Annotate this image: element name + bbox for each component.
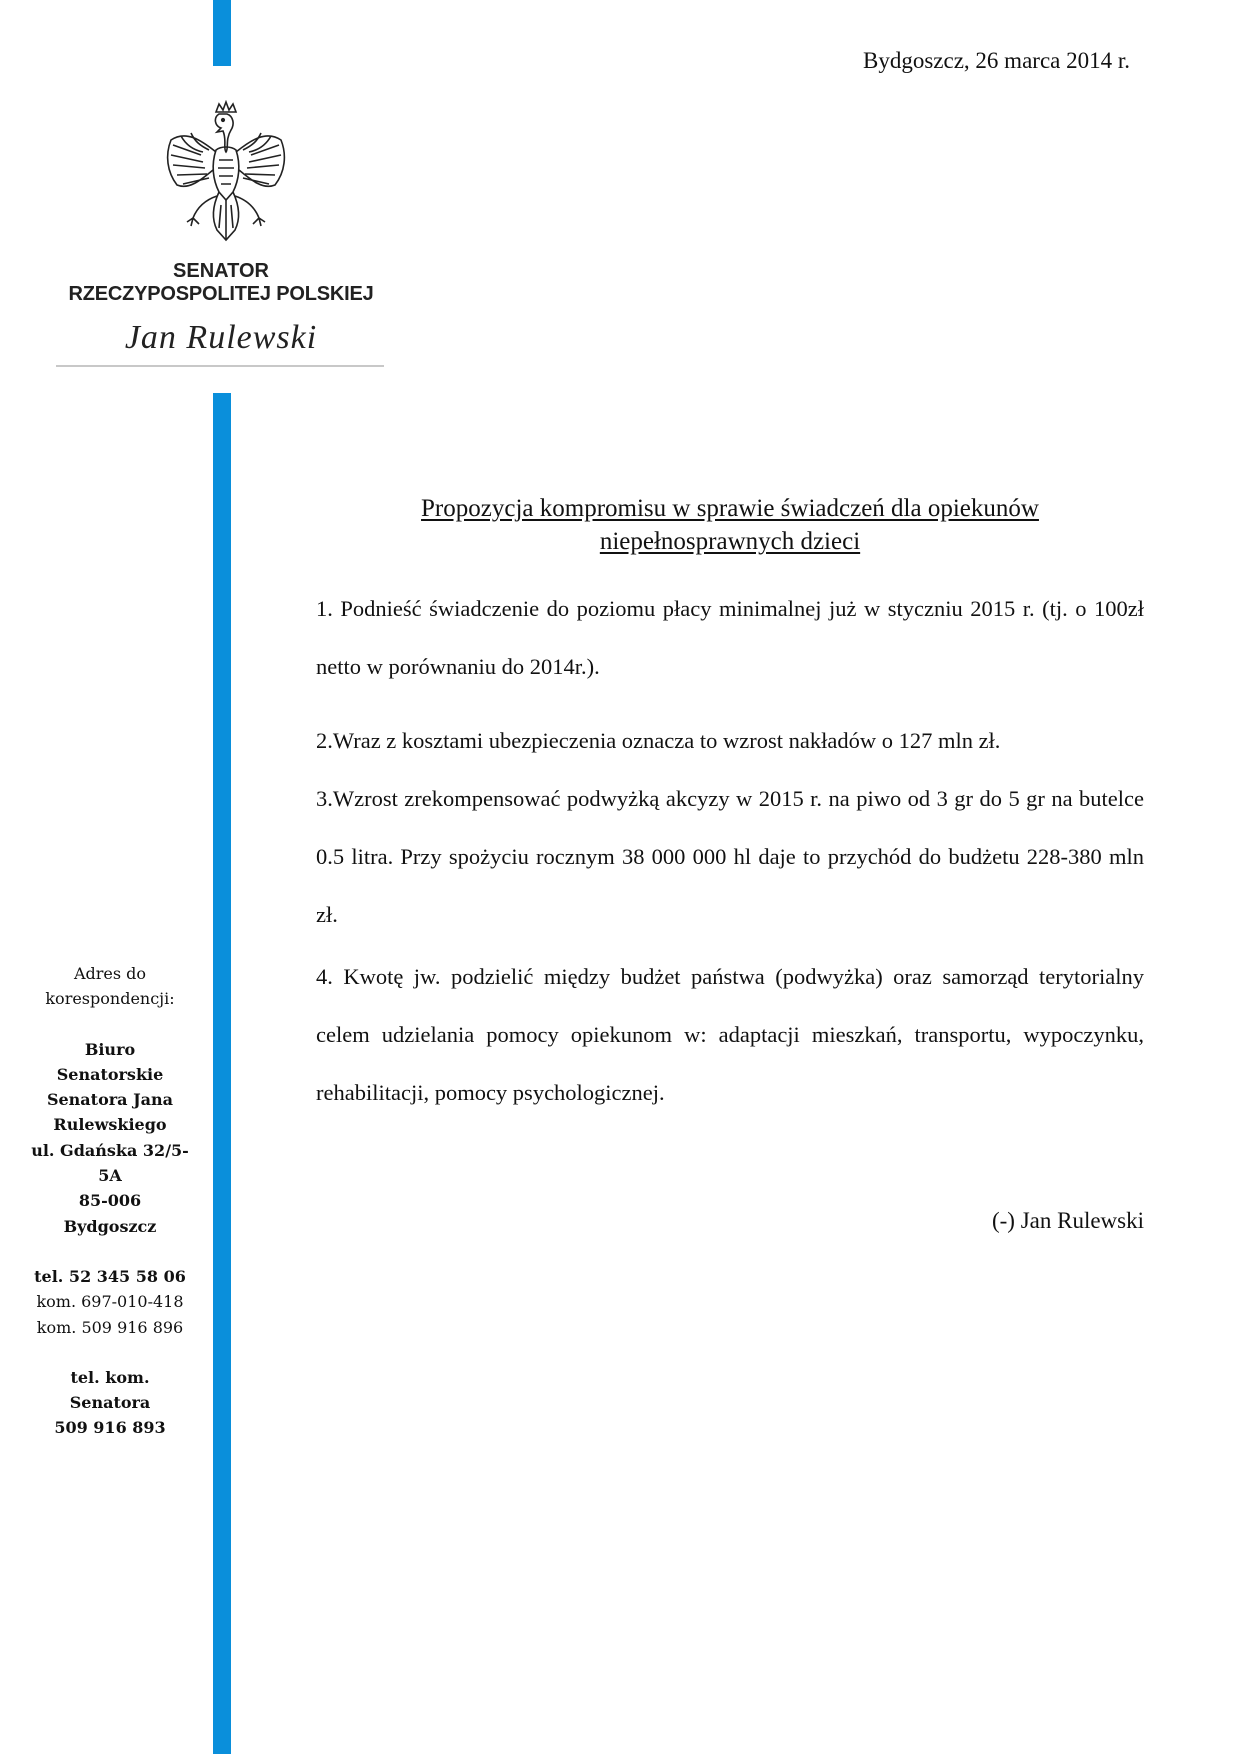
office-line-3: Senatora Jana	[46, 1090, 174, 1110]
mobile-1: kom. 697-010-418	[36, 1292, 184, 1312]
postal-code: 85-006	[78, 1191, 142, 1211]
letterhead-senator: SENATOR	[173, 260, 269, 282]
senator-phone-label-1: tel. kom.	[70, 1367, 150, 1387]
street-line-1: ul. Gdańska 32/5-	[31, 1140, 189, 1160]
letterhead-republic: RZECZYPOSPOLITEJ POLSKIEJ	[68, 283, 374, 305]
address-label-2: korespondencji:	[45, 989, 175, 1009]
polish-eagle-emblem-icon	[161, 100, 291, 245]
point-4	[316, 948, 1144, 1122]
city: Bydgoszcz	[63, 1216, 157, 1236]
letterhead-name: Jan Rulewski	[124, 319, 318, 356]
office-line-1: Biuro	[84, 1039, 136, 1059]
office-line-2: Senatorskie	[56, 1064, 164, 1084]
title-line-2: niepełnosprawnych dzieci	[599, 528, 861, 555]
spacer	[22, 1340, 198, 1365]
street-line-2: 5A	[98, 1166, 122, 1186]
mobile-2: kom. 509 916 896	[36, 1317, 184, 1337]
letterhead-divider	[56, 365, 384, 367]
address-label-1: Adres do	[73, 964, 147, 983]
sidebar-contact	[22, 961, 198, 1441]
point-1	[316, 580, 1144, 696]
point-2-text: 2.Wraz z kosztami ubezpieczenia oznacza to wzrost nakładów o 127 mln zł.	[316, 728, 1001, 753]
spacer	[22, 1012, 198, 1037]
title-line-1: Propozycja kompromisu w sprawie świadczeń dla opiekunów	[421, 495, 1039, 522]
signature: (-) Jan Rulewski	[991, 1208, 1144, 1233]
date-line: Bydgoszcz, 26 marca 2014 r.	[863, 48, 1130, 73]
accent-bar-main	[213, 393, 231, 1754]
office-line-4: Rulewskiego	[53, 1115, 167, 1135]
document-title	[320, 492, 1140, 558]
point-4-text: 4. Kwotę jw. podzielić między budżet państwa (podwyżka) oraz samorząd terytorialny celem udzielania pomocy opiekunom w: adaptacji mieszkań, transportu, wypoczynku, rehabilitacji, pomocy psychologicznej.	[316, 964, 1144, 1105]
point-3	[316, 770, 1144, 944]
point-1-text: 1. Podnieść świadczenie do poziomu płacy minimalnej już w styczniu 2015 r. (tj. o 100zł netto w porównaniu do 2014r.).	[316, 596, 1144, 679]
accent-bar-top	[213, 0, 231, 66]
point-2	[316, 712, 1144, 770]
point-3-text: 3.Wzrost zrekompensować podwyżką akcyzy w 2015 r. na piwo od 3 gr do 5 gr na butelce 0.5 litra. Przy spożyciu rocznym 38 000 000 hl daje to przychód do budżetu 228-380 mln zł.	[316, 786, 1144, 927]
senator-phone-label-2: Senatora	[69, 1393, 151, 1413]
senator-phone: 509 916 893	[54, 1418, 166, 1438]
spacer	[22, 1239, 198, 1264]
phone: tel. 52 345 58 06	[34, 1266, 186, 1286]
